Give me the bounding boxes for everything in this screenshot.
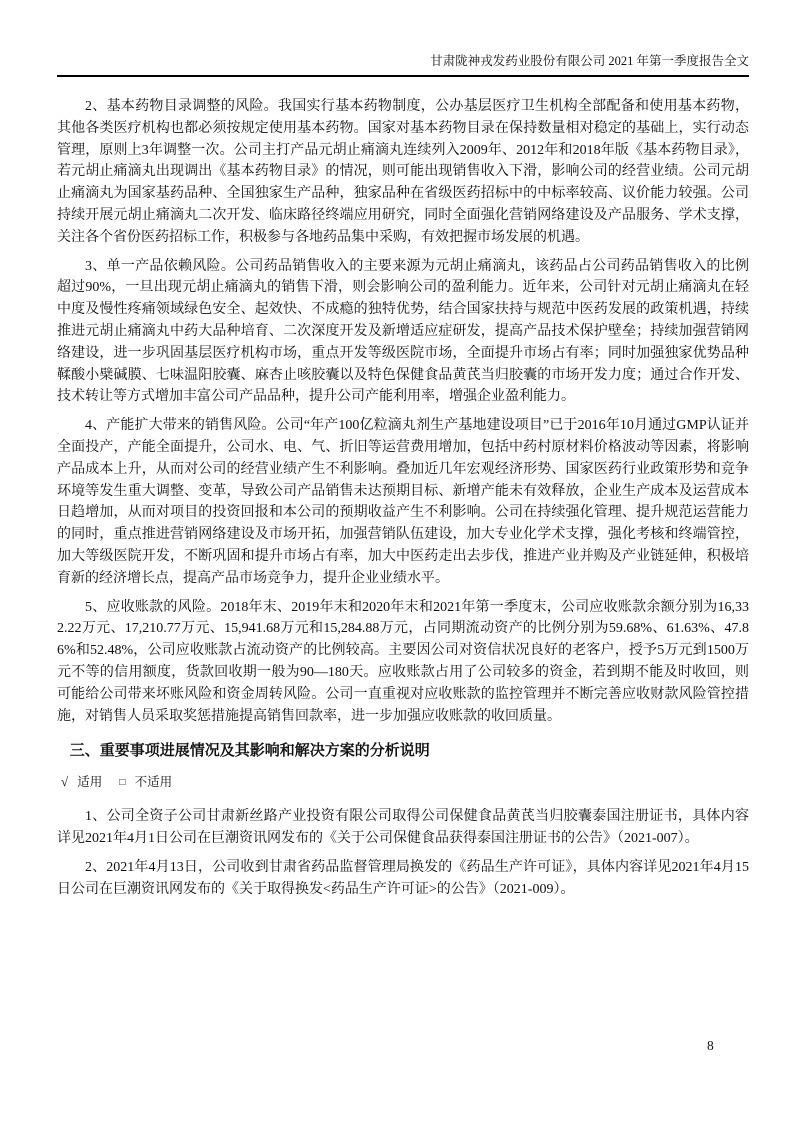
risk-paragraph-accounts-receivable: 5、应收账款的风险。2018年末、2019年末和2020年末和2021年第一季度末，公司应收账款余额分别为16,332.22万元、17,210.77万元、15,941.68万元和15,284.88万元，占同期流动资产的比例分别为59.68%、61.63%、47.86%和52.48%，公司应收账款占流动资产的比例较高。主要因公司对资信状况良好的老客户，授予5万元到1500万元不等的信用额度，货款回收期一般为90—180天。应收账款占用了公司较多的资金，若到期不能及时收回，则可能给公司带来坏账风险和资金周转风险。公司一直重视对应收账款的监控管理并不断完善应收财款风险管控措施，对销售人员采取奖惩措施提高销售回款率，进一步加强应收账款的收回质量。 <box>57 599 749 724</box>
event-paragraph-drug-production-license: 2、2021年4月13日，公司收到甘肃省药品监督管理局换发的《药品生产许可证》，具体内容详见2021年4月15日公司在巨潮资讯网发布的《关于取得换发<药品生产许可证>的公告》（2021-009）。 <box>57 859 749 897</box>
not-applicable-label: 不适用 <box>134 775 173 790</box>
document-body <box>57 96 749 908</box>
check-mark-icon: √ <box>61 774 69 790</box>
risk-paragraph-basic-drug-list: 2、基本药物目录调整的风险。我国实行基本药物制度，公办基层医疗卫生机构全部配备和使用基本药物，其他各类医疗机构也都必须按规定使用基本药物。国家对基本药物目录在保持数量相对稳定的基础上，实行动态管理，原则上3年调整一次。公司主打产品元胡止痛滴丸连续列入2009年、2012年和2018年版《基本药物目录》，若元胡止痛滴丸出现调出《基本药物目录》的情况，则可能出现销售收入下滑，影响公司的经营业绩。公司元胡止痛滴丸为国家基药品种、全国独家生产品种，独家品种在省级医药招标中的中标率较高、议价能力较强。公司持续开展元胡止痛滴丸二次开发、临床路径终端应用研究，同时全面强化营销网络建设及产品服务、学术支撑，关注各个省份医药招标工作，积极参与各地药品集中采购，有效把握市场发展的机遇。 <box>57 99 749 245</box>
applicable-label: 适用 <box>77 775 103 790</box>
report-header-title: 甘肃陇神戎发药业股份有限公司 2021 年第一季度报告全文 <box>430 54 749 68</box>
risk-paragraph-capacity-expansion: 4、产能扩大带来的销售风险。公司“年产100亿粒滴丸剂生产基地建设项目”已于2016年10月通过GMP认证并全面投产，产能全面提升，公司水、电、气、折旧等运营费用增加，包括中药村原材料价格波动等因素，将影响产品成本上升，从而对公司的经营业绩产生不利影响。叠加近几年宏观经济形势、国家医药行业政策形势和竞争环境等发生重大调整、变革，导致公司产品销售未达预期目标、新增产能未有效释放，企业生产成本及运营成本日趋增加，从而对项目的投资回报和本公司的预期收益产生不利影响。公司在持续强化管理、提升规范运营能力的同时，重点推进营销网络建设及市场开拓，加强营销队伍建设，加大专业化学术支撑，强化考核和终端管控，加大等级医院开发，不断巩固和提升市场占有率，加大中医药走出去步伐，推进产业并购及产业链延伸，积极培育新的经济增长点，提高产品市场竞争力，提升企业业绩水平。 <box>57 418 749 586</box>
applicability-row <box>57 773 749 791</box>
page-number: 8 <box>707 1038 714 1053</box>
page-header <box>57 53 749 77</box>
section-heading-important-matters: 三、重要事项进展情况及其影响和解决方案的分析说明 <box>69 743 430 760</box>
checkbox-empty-icon: □ <box>119 777 126 789</box>
risk-paragraph-single-product-dependence: 3、单一产品依赖风险。公司药品销售收入的主要来源为元胡止痛滴丸，该药品占公司药品销售收入的比例超过90%，一旦出现元胡止痛滴丸的销售下滑，则会影响公司的盈利能力。近年来，公司针对元胡止痛滴丸在轻中度及慢性疼痛领域绿色安全、起效快、不成瘾的独特优势，结合国家扶持与规范中医药发展的政策机遇，持续推进元胡止痛滴丸中药大品种培育、二次深度开发及新增适应症研发，提高产品技术保护壁垒；持续加强营销网络建设，进一步巩固基层医疗机构市场，重点开发等级医院市场，全面提升市场占有率；同时加强独家优势品种鞣酸小檗碱膜、七味温阳胶囊、麻杏止咳胶囊以及特色保健食品黄芪当归胶囊的市场开发力度；通过合作开发、技术转让等方式增加丰富公司产品品种，提升公司产能利用率，增强企业盈利能力。 <box>57 258 749 405</box>
event-paragraph-thailand-registration: 1、公司全资子公司甘肃新丝路产业投资有限公司取得公司保健食品黄芪当归胶囊泰国注册证书，具体内容详见2021年4月1日公司在巨潮资讯网发布的《关于公司保健食品获得泰国注册证书的公告》（2021-007）。 <box>57 809 749 847</box>
